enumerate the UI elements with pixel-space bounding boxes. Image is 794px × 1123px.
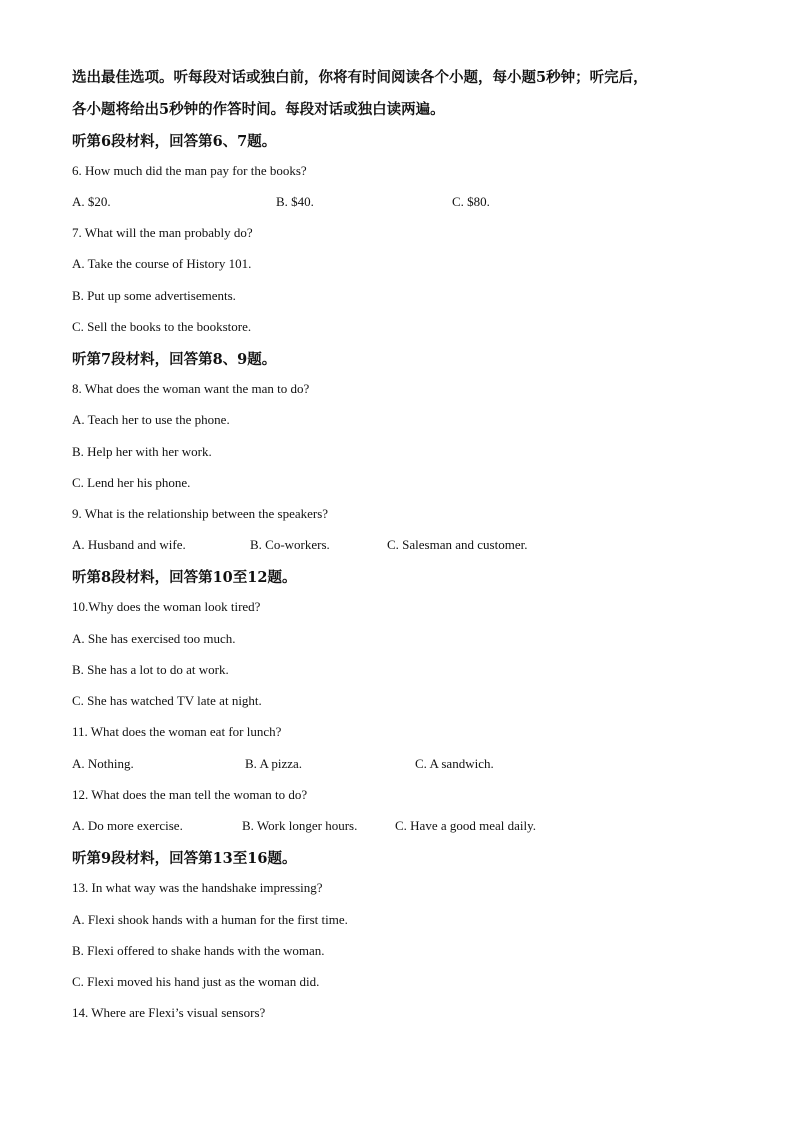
question-7-option-a: A. Take the course of History 101. xyxy=(72,256,252,271)
question-12-option-a: A. Do more exercise. xyxy=(72,818,183,833)
question-6-stem: 6. How much did the man pay for the books? xyxy=(72,163,307,178)
instructions-line-2: 各小题将给出5秒钟的作答时间。每段对话或独白读两遍。 xyxy=(72,101,445,118)
section-heading-8: 听第8段材料，回答第10至12题。 xyxy=(72,569,297,586)
question-11-option-b: B. A pizza. xyxy=(245,756,303,771)
section-heading-6: 听第6段材料，回答第6、7题。 xyxy=(72,133,277,150)
question-8-stem: 8. What does the woman want the man to do? xyxy=(72,381,310,396)
instructions-line-1: 选出最佳选项。听每段对话或独白前，你将有时间阅读各个小题，每小题5秒钟；听完后， xyxy=(72,69,648,86)
question-12-option-b: B. Work longer hours. xyxy=(242,818,358,833)
question-6-option-a: A. $20. xyxy=(72,194,111,209)
question-6-option-c: C. $80. xyxy=(452,194,490,209)
question-7-option-c: C. Sell the books to the bookstore. xyxy=(72,319,252,334)
question-11-option-c: C. A sandwich. xyxy=(415,756,494,771)
question-9-stem: 9. What is the relationship between the speakers? xyxy=(72,506,329,521)
question-12-stem: 12. What does the man tell the woman to do? xyxy=(72,787,308,802)
question-9-option-a: A. Husband and wife. xyxy=(72,537,186,552)
question-10-stem: 10.Why does the woman look tired? xyxy=(72,599,261,614)
question-6-option-b: B. $40. xyxy=(276,194,314,209)
question-9-option-b: B. Co-workers. xyxy=(250,537,330,552)
question-13-option-b: B. Flexi offered to shake hands with the woman. xyxy=(72,943,325,958)
question-11-stem: 11. What does the woman eat for lunch? xyxy=(72,724,282,739)
question-12-option-c: C. Have a good meal daily. xyxy=(395,818,537,833)
question-9-option-c: C. Salesman and customer. xyxy=(387,537,528,552)
question-10-option-a: A. She has exercised too much. xyxy=(72,631,236,646)
question-7-option-b: B. Put up some advertisements. xyxy=(72,288,236,303)
question-11-option-a: A. Nothing. xyxy=(72,756,134,771)
question-8-option-c: C. Lend her his phone. xyxy=(72,475,191,490)
question-7-stem: 7. What will the man probably do? xyxy=(72,225,253,240)
question-10-option-c: C. She has watched TV late at night. xyxy=(72,693,262,708)
question-8-option-a: A. Teach her to use the phone. xyxy=(72,412,230,427)
section-heading-9: 听第9段材料，回答第13至16题。 xyxy=(72,850,297,867)
question-13-stem: 13. In what way was the handshake impressing? xyxy=(72,880,323,895)
question-13-option-a: A. Flexi shook hands with a human for the first time. xyxy=(72,912,348,927)
question-13-option-c: C. Flexi moved his hand just as the woman did. xyxy=(72,974,320,989)
question-8-option-b: B. Help her with her work. xyxy=(72,444,212,459)
question-14-stem: 14. Where are Flexi’s visual sensors? xyxy=(72,1005,266,1020)
question-10-option-b: B. She has a lot to do at work. xyxy=(72,662,229,677)
section-heading-7: 听第7段材料，回答第8、9题。 xyxy=(72,351,277,368)
